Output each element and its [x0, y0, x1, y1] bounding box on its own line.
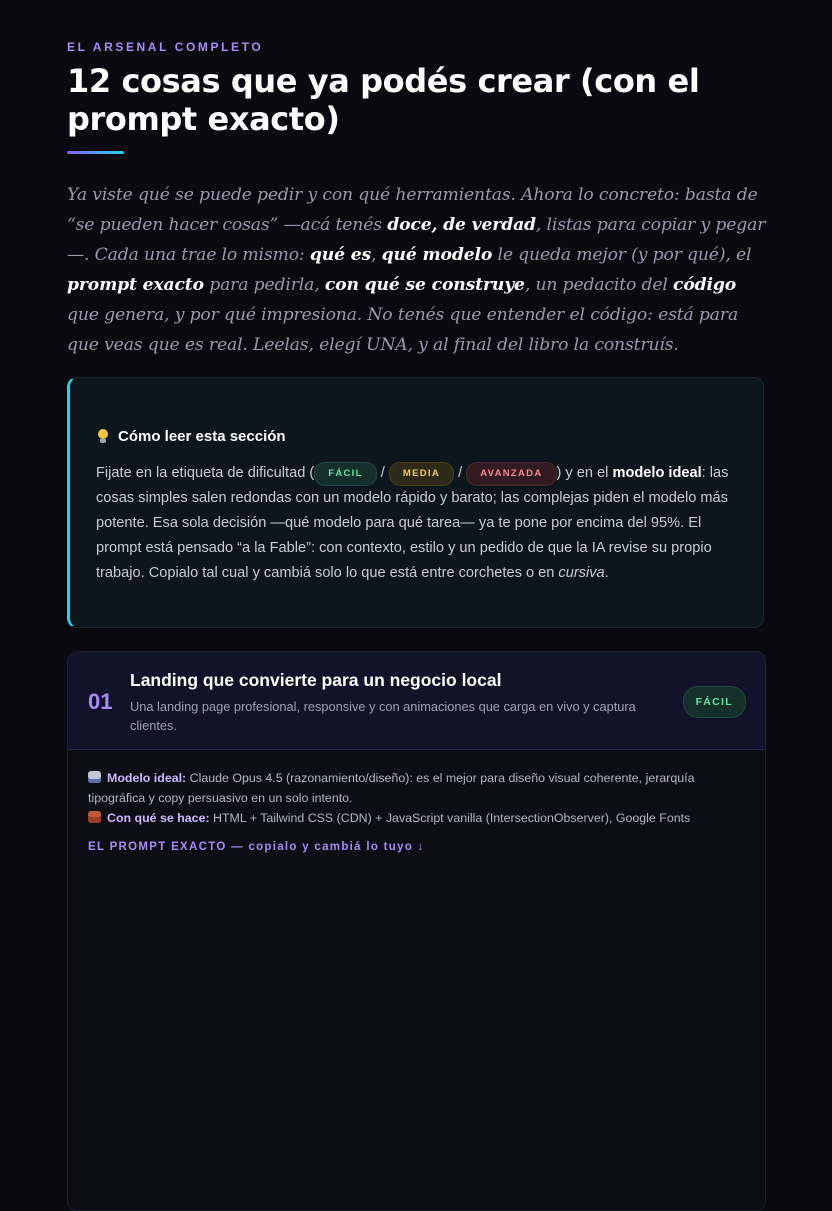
callout-emphasis: modelo ideal — [612, 465, 702, 481]
lead-emphasis: prompt exacto — [67, 275, 204, 295]
callout-body — [96, 461, 741, 586]
callout-text: . — [604, 565, 609, 581]
build-text: HTML + Tailwind CSS (CDN) + JavaScript vanilla (IntersectionObserver), Google Fonts — [209, 811, 691, 825]
lead-emphasis: con qué se construye — [324, 275, 525, 295]
build-label: Con qué se hace: — [107, 811, 210, 825]
callout-heading — [96, 428, 286, 445]
section-title: 12 cosas que ya podés crear (con el prompt exacto) — [67, 62, 700, 138]
lightbulb-icon — [96, 429, 110, 445]
lead-emphasis: qué es — [309, 245, 372, 265]
lead-text: para pedirla, — [203, 275, 325, 295]
project-card-header — [68, 652, 765, 750]
difficulty-tag-easy: FÁCIL — [314, 462, 376, 486]
tag-separator: / — [380, 465, 385, 481]
project-meta — [88, 768, 743, 828]
project-title: Landing que convierte para un negocio local — [130, 670, 502, 690]
callout-italic: cursiva — [558, 565, 605, 581]
model-label: Modelo ideal: — [107, 771, 187, 785]
lead-emphasis: qué modelo — [381, 245, 493, 265]
difficulty-tag-advanced: AVANZADA — [466, 462, 556, 486]
difficulty-tag-medium: MEDIA — [389, 462, 454, 486]
project-card — [67, 651, 766, 1211]
brick-icon — [88, 811, 101, 823]
robot-icon — [88, 771, 101, 783]
project-subtitle: Una landing page profesional, responsive y con animaciones que carga en vivo y captura clientes. — [130, 699, 636, 733]
lead-text: Ya viste qué se puede pedir y con qué herramientas. Ahora lo concreto: basta de “se pueden hacer cosas” —acá tenés — [67, 185, 758, 235]
callout-text: : las cosas simples salen redondas con un modelo rápido y barato; las complejas piden el modelo más potente. Esa sola decisión —qué modelo para qué tarea— ya te pone por encima del 95%. El prompt está pensado “a la Fable”: con contexto, estilo y un pedido de que la IA revise su propio trabajo. Copialo tal cual y cambiá solo lo que está entre corchetes o en — [96, 465, 729, 581]
lead-text: le queda mejor (y por qué), el — [492, 245, 752, 265]
lead-text: , — [371, 245, 382, 265]
prompt-label: EL PROMPT EXACTO — copialo y cambiá lo tuyo ↓ — [88, 841, 425, 853]
callout-heading-text: Cómo leer esta sección — [118, 428, 286, 445]
difficulty-badge: FÁCIL — [683, 686, 746, 718]
model-text: Claude Opus 4.5 (razonamiento/diseño): es el mejor para diseño visual coherente, jerarquía tipográfica y copy persuasivo en un solo intento. — [88, 771, 695, 805]
callout-text: ) y en el — [556, 465, 613, 481]
tag-separator: / — [458, 465, 463, 481]
section-eyebrow: EL ARSENAL COMPLETO — [67, 40, 264, 54]
lead-emphasis: doce, de verdad — [387, 215, 536, 235]
lead-text: que genera, y por qué impresiona. No tenés que entender el código: está para que veas que es real. Leelas, elegí UNA, y al final del libro la construís. — [67, 305, 739, 355]
callout-text: Fijate en la etiqueta de dificultad ( — [96, 465, 315, 481]
intro-paragraph — [67, 180, 767, 360]
lead-text: , un pedacito del — [524, 275, 674, 295]
lead-text: , listas para copiar y pegar —. Cada una trae lo mismo: — [67, 215, 766, 265]
title-underline — [67, 151, 124, 154]
project-number: 01 — [88, 689, 113, 714]
how-to-read-callout — [67, 377, 764, 628]
lead-emphasis: código — [673, 275, 737, 295]
